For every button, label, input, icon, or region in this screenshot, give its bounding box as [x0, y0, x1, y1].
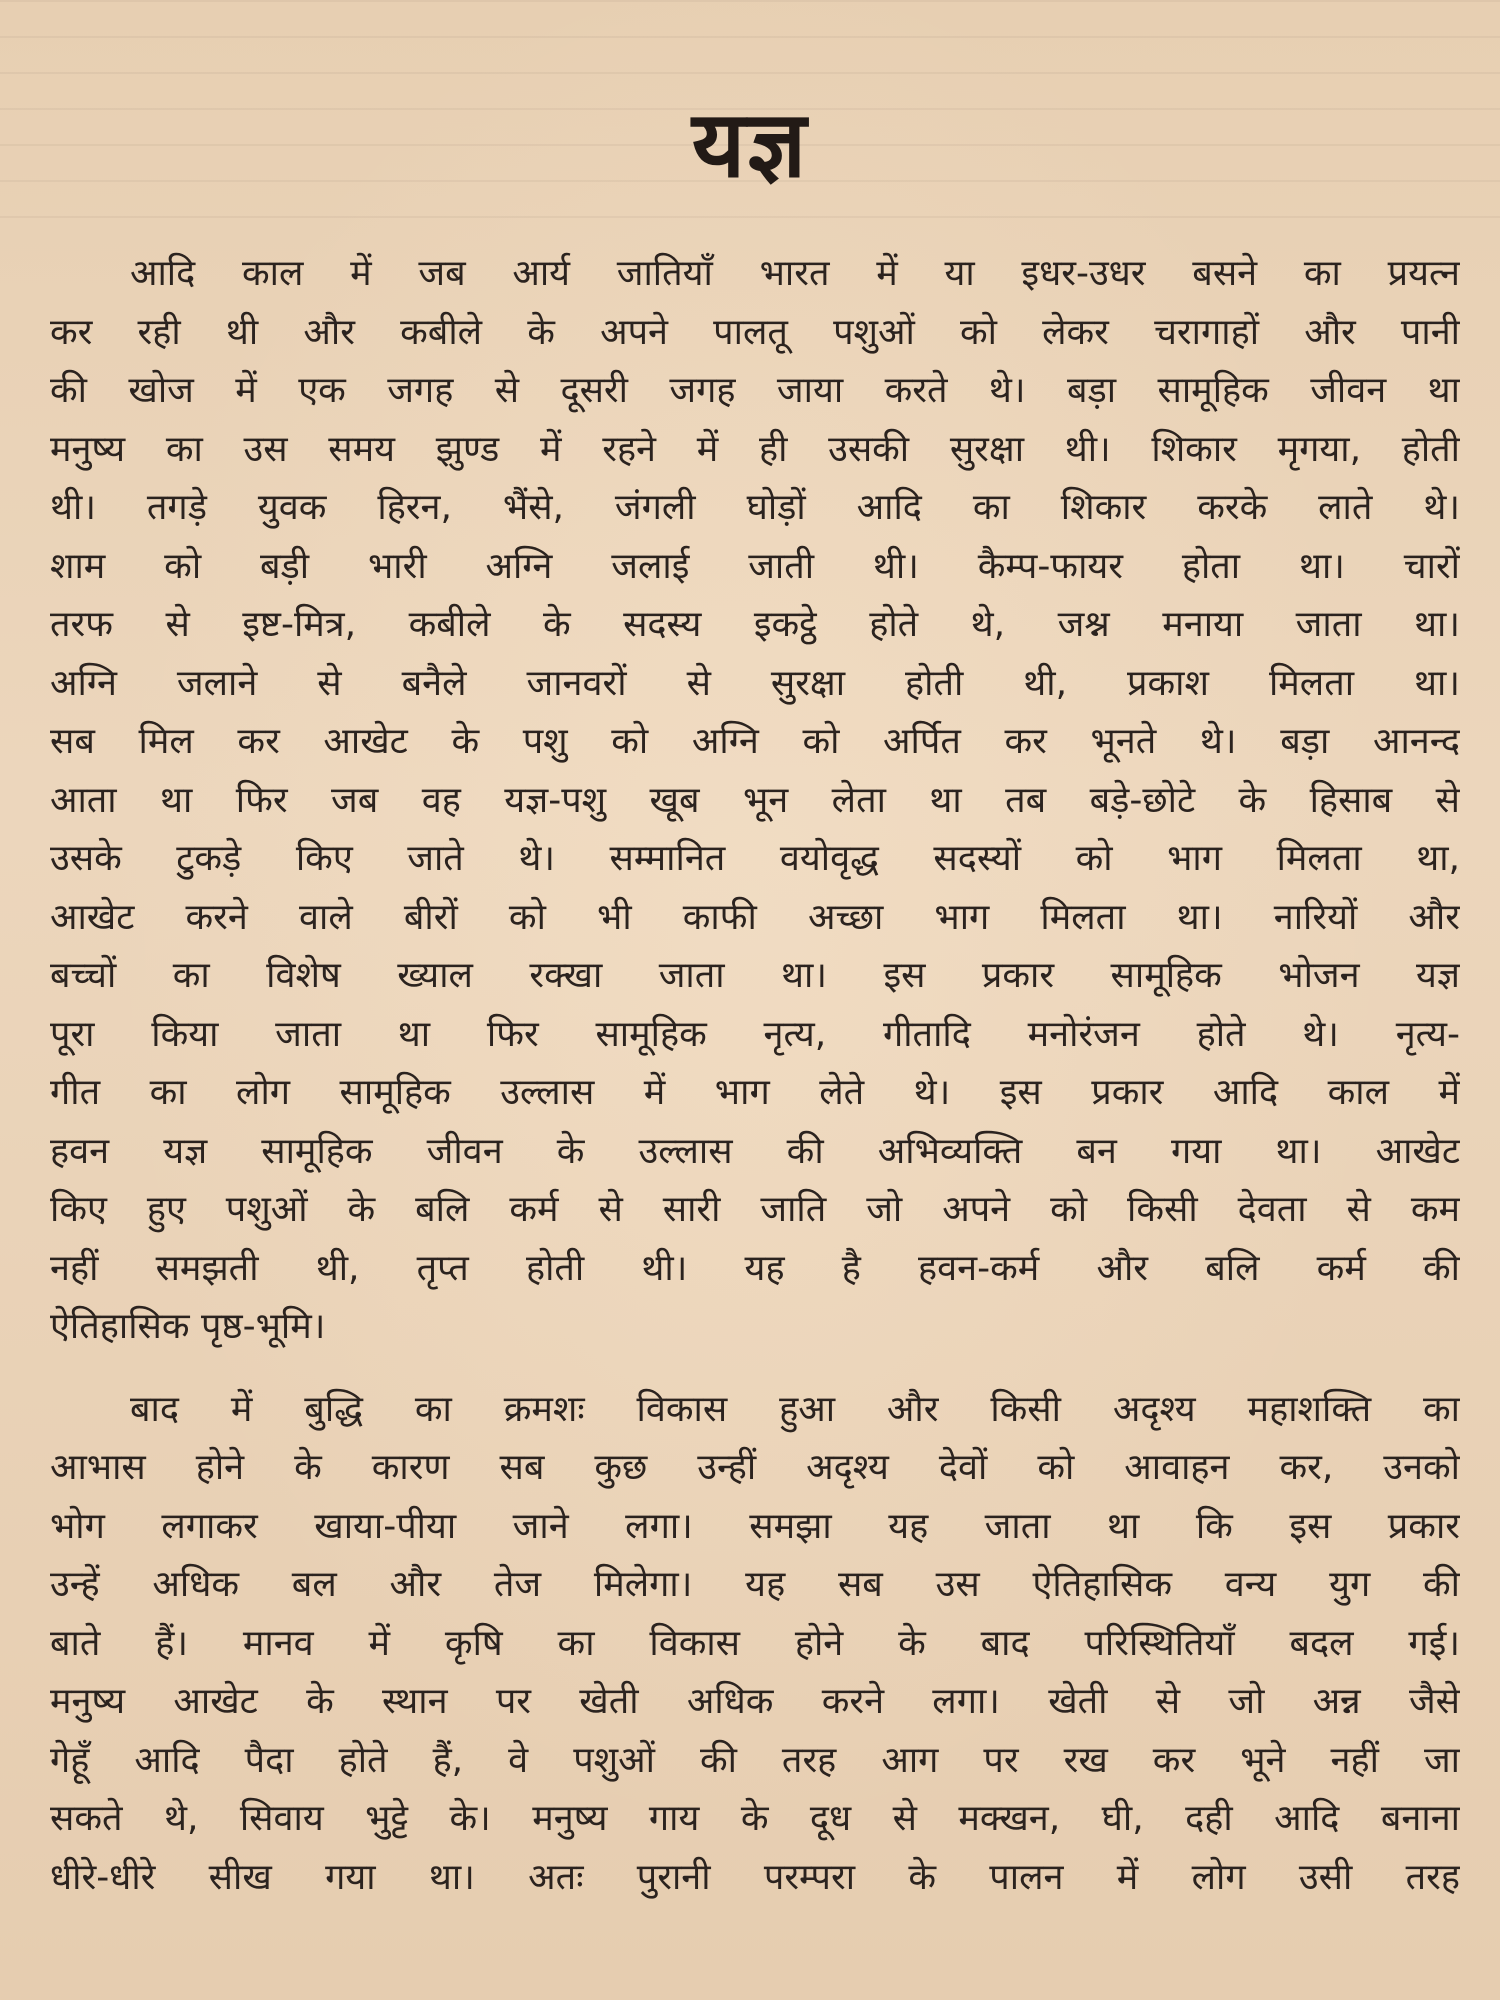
text-line: बच्चों का विशेष ख्याल रक्खा जाता था। इस प्रकार सामूहिक भोजन यज्ञ: [50, 955, 1460, 996]
text-line: शाम को बड़ी भारी अग्नि जलाई जाती थी। कैम्प-फायर होता था। चारों: [50, 545, 1460, 587]
text-line: आभास होने के कारण सब कुछ उन्हीं अदृश्य देवों को आवाहन कर, उनको: [50, 1447, 1460, 1488]
text-line: बाद में बुद्धि का क्रमशः विकास हुआ और किसी अदृश्य महाशक्ति का: [130, 1388, 1460, 1430]
text-line: ऐतिहासिक पृष्ठ-भूमि।: [50, 1306, 326, 1347]
text-line: थी। तगड़े युवक हिरन, भैंसे, जंगली घोड़ों आदि का शिकार करके लाते थे।: [50, 487, 1460, 528]
text-line: मनुष्य का उस समय झुण्ड में रहने में ही उसकी सुरक्षा थी। शिकार मृगया, होती: [50, 428, 1460, 470]
text-line: उन्हें अधिक बल और तेज मिलेगा। यह सब उस ऐतिहासिक वन्य युग की: [50, 1564, 1460, 1605]
text-line: पूरा किया जाता था फिर सामूहिक नृत्य, गीतादि मनोरंजन होते थे। नृत्य-: [50, 1013, 1460, 1055]
page-title: यज्ञ: [691, 91, 809, 198]
text-line: किए हुए पशुओं के बलि कर्म से सारी जाति जो अपने को किसी देवता से कम: [50, 1189, 1460, 1230]
paragraph-1: [50, 245, 1460, 1357]
text-line: आदि काल में जब आर्य जातियाँ भारत में या इधर-उधर बसने का प्रयत्न: [130, 253, 1460, 294]
body-text: [50, 245, 1460, 1907]
text-line: तरफ से इष्ट-मित्र, कबीले के सदस्य इकट्ठे होते थे, जश्न मनाया जाता था।: [50, 604, 1460, 645]
text-line: सब मिल कर आखेट के पशु को अग्नि को अर्पित कर भूनते थे। बड़ा आनन्द: [50, 721, 1460, 762]
text-line: नहीं समझती थी, तृप्त होती थी। यह है हवन-कर्म और बलि कर्म की: [50, 1247, 1460, 1289]
text-line: सकते थे, सिवाय भुट्टे के। मनुष्य गाय के दूध से मक्खन, घी, दही आदि बनाना: [50, 1798, 1460, 1839]
text-line: गीत का लोग सामूहिक उल्लास में भाग लेते थे। इस प्रकार आदि काल में: [50, 1072, 1460, 1113]
text-line: उसके टुकड़े किए जाते थे। सम्मानित वयोवृद्ध सदस्यों को भाग मिलता था,: [50, 838, 1460, 879]
text-line: धीरे-धीरे सीख गया था। अतः पुरानी परम्परा के पालन में लोग उसी तरह: [50, 1856, 1460, 1898]
text-line: की खोज में एक जगह से दूसरी जगह जाया करते थे। बड़ा सामूहिक जीवन था: [50, 370, 1460, 411]
text-line: मनुष्य आखेट के स्थान पर खेती अधिक करने लगा। खेती से जो अन्न जैसे: [50, 1681, 1460, 1722]
text-line: अग्नि जलाने से बनैले जानवरों से सुरक्षा होती थी, प्रकाश मिलता था।: [50, 662, 1460, 704]
text-line: आता था फिर जब वह यज्ञ-पशु खूब भून लेता था तब बड़े-छोटे के हिसाब से: [50, 779, 1460, 821]
text-line: आखेट करने वाले बीरों को भी काफी अच्छा भाग मिलता था। नारियों और: [50, 896, 1460, 938]
text-line: हवन यज्ञ सामूहिक जीवन के उल्लास की अभिव्यक्ति बन गया था। आखेट: [50, 1130, 1460, 1172]
text-line: भोग लगाकर खाया-पीया जाने लगा। समझा यह जाता था कि इस प्रकार: [50, 1505, 1460, 1547]
paragraph-2: [50, 1381, 1460, 1908]
text-line: कर रही थी और कबीले के अपने पालतू पशुओं को लेकर चरागाहों और पानी: [50, 311, 1460, 353]
text-line: गेहूँ आदि पैदा होते हैं, वे पशुओं की तरह आग पर रख कर भूने नहीं जा: [50, 1739, 1460, 1781]
text-line: बाते हैं। मानव में कृषि का विकास होने के बाद परिस्थितियाँ बदल गई।: [50, 1622, 1460, 1664]
